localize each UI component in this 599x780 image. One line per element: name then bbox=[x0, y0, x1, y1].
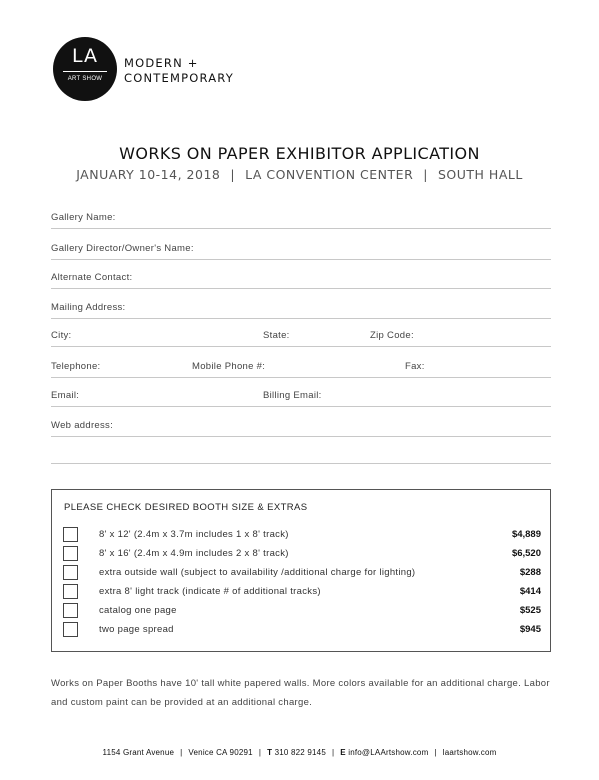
gallery-name-label: Gallery Name: bbox=[51, 212, 116, 223]
booth-checkbox[interactable] bbox=[63, 546, 78, 561]
separator: | bbox=[258, 748, 262, 757]
event-hall: SOUTH HALL bbox=[437, 167, 523, 182]
mobile-phone-label: Mobile Phone #: bbox=[192, 361, 266, 372]
event-venue: LA CONVENTION CENTER bbox=[245, 167, 414, 182]
booth-option-label: catalog one page bbox=[99, 605, 177, 616]
alternate-contact-label: Alternate Contact: bbox=[51, 272, 133, 283]
booth-options-box bbox=[51, 489, 551, 652]
mailing-address-label: Mailing Address: bbox=[51, 302, 126, 313]
separator: | bbox=[180, 748, 183, 757]
booth-option-label: extra outside wall (subject to availability /additional charge for lighting) bbox=[99, 567, 416, 578]
booth-option-label: extra 8' light track (indicate # of additional tracks) bbox=[99, 586, 321, 597]
separator: | bbox=[230, 167, 236, 182]
booth-option-price: $6,520 bbox=[511, 548, 541, 559]
booth-heading: PLEASE CHECK DESIRED BOOTH SIZE & EXTRAS bbox=[64, 502, 308, 513]
logo-mark: LA bbox=[71, 45, 99, 67]
web-address-label: Web address: bbox=[51, 420, 114, 431]
event-details bbox=[0, 167, 599, 182]
email-row[interactable] bbox=[51, 385, 551, 407]
footer-email-prefix: E bbox=[340, 748, 346, 757]
logo-subtitle: ART SHOW bbox=[67, 76, 103, 82]
logo-line-2: CONTEMPORARY bbox=[124, 71, 234, 85]
email-label: Email: bbox=[51, 390, 80, 401]
separator: | bbox=[331, 748, 335, 757]
booth-checkbox[interactable] bbox=[63, 527, 78, 542]
separator: | bbox=[423, 167, 428, 182]
booth-option bbox=[63, 621, 541, 637]
state-label: State: bbox=[263, 330, 290, 341]
city-label: City: bbox=[51, 330, 72, 341]
footer-address: 1154 Grant Avenue bbox=[102, 748, 175, 757]
footer-website-link[interactable]: laartshow.com bbox=[442, 748, 497, 757]
booth-option bbox=[63, 564, 541, 580]
footer-email-link[interactable]: info@LAArtshow.com bbox=[348, 748, 429, 757]
booth-checkbox[interactable] bbox=[63, 622, 78, 637]
la-art-show-logo bbox=[53, 37, 117, 101]
logo-line-1: MODERN + bbox=[124, 56, 199, 70]
footer-contact bbox=[0, 748, 599, 757]
footer-phone-prefix: T bbox=[267, 748, 273, 757]
booth-option-price: $414 bbox=[519, 586, 541, 597]
telephone-label: Telephone: bbox=[51, 361, 101, 372]
blank-line-field[interactable] bbox=[51, 442, 551, 464]
separator: | bbox=[434, 748, 437, 757]
page-title: WORKS ON PAPER EXHIBITOR APPLICATION bbox=[119, 144, 480, 163]
mailing-address-field[interactable] bbox=[51, 297, 551, 319]
logo-wordmark bbox=[124, 56, 234, 86]
gallery-name-field[interactable] bbox=[51, 207, 551, 229]
booth-option bbox=[63, 583, 541, 599]
booth-option-label: 8' x 16' (2.4m x 4.9m includes 2 x 8' track) bbox=[99, 548, 289, 559]
booth-option-price: $288 bbox=[519, 567, 541, 578]
footer-phone: 310 822 9145 bbox=[274, 748, 326, 757]
booth-option-price: $945 bbox=[519, 624, 541, 635]
booth-note: Works on Paper Booths have 10' tall white papered walls. More colors available for an additional charge. Labor and custom paint can be provided at an additional charge. bbox=[51, 678, 550, 708]
web-address-field[interactable] bbox=[51, 415, 551, 437]
booth-option-price: $525 bbox=[519, 605, 541, 616]
booth-option bbox=[63, 545, 541, 561]
booth-option bbox=[63, 526, 541, 542]
logo-divider bbox=[63, 71, 107, 72]
director-name-label: Gallery Director/Owner's Name: bbox=[51, 243, 194, 254]
booth-option-label: two page spread bbox=[99, 624, 174, 635]
city-state-zip-row[interactable] bbox=[51, 325, 551, 347]
phone-row[interactable] bbox=[51, 356, 551, 378]
booth-checkbox[interactable] bbox=[63, 565, 78, 580]
fax-label: Fax: bbox=[405, 361, 425, 372]
booth-checkbox[interactable] bbox=[63, 584, 78, 599]
footer-city: Venice CA 90291 bbox=[188, 748, 253, 757]
booth-option-price: $4,889 bbox=[511, 529, 541, 540]
booth-option-label: 8' x 12' (2.4m x 3.7m includes 1 x 8' track) bbox=[99, 529, 289, 540]
director-name-field[interactable] bbox=[51, 238, 551, 260]
event-dates: JANUARY 10-14, 2018 bbox=[76, 167, 221, 182]
alternate-contact-field[interactable] bbox=[51, 267, 551, 289]
billing-email-label: Billing Email: bbox=[263, 390, 322, 401]
zip-code-label: Zip Code: bbox=[370, 330, 414, 341]
booth-checkbox[interactable] bbox=[63, 603, 78, 618]
booth-option bbox=[63, 602, 541, 618]
